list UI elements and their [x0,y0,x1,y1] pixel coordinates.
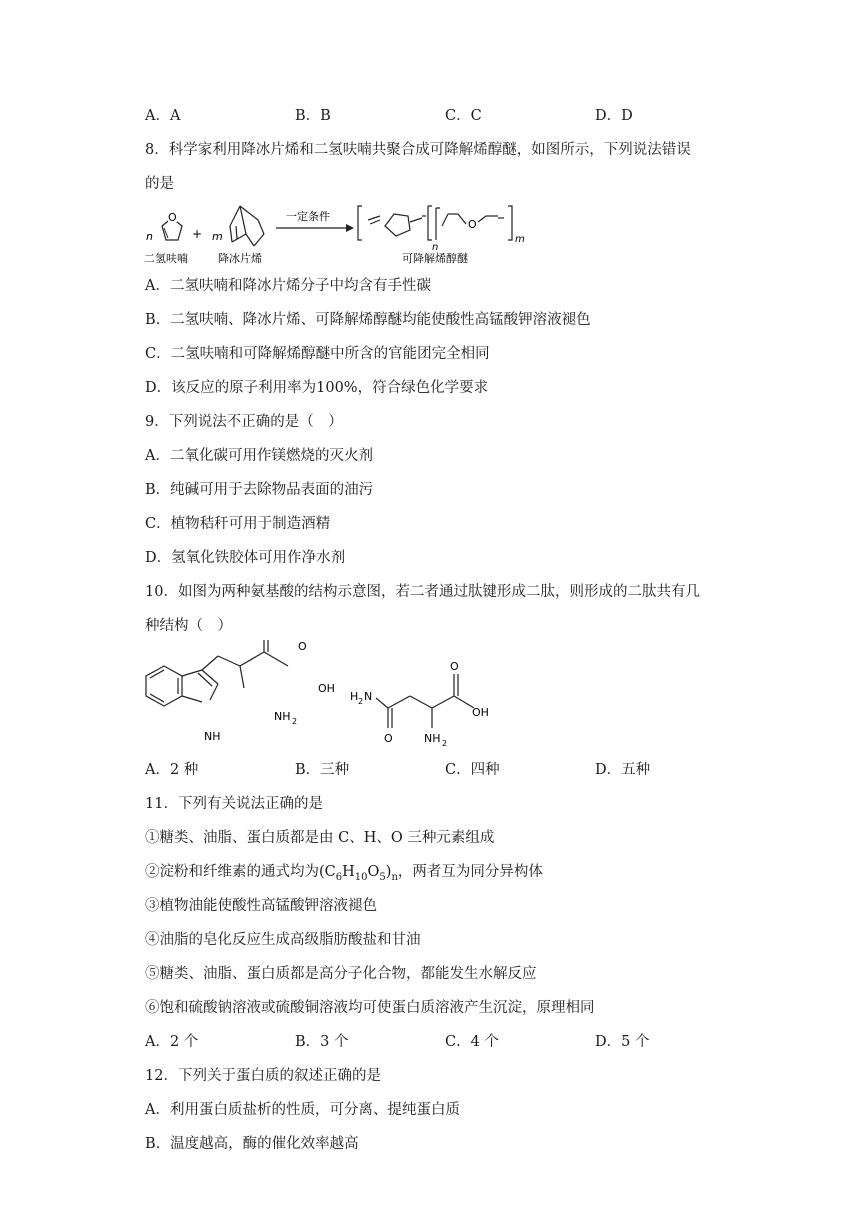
reaction-arrowhead [346,224,354,232]
label-dihydrofuran: 二氢呋喃 [144,252,188,265]
q10-option-a: A．2 种 [145,762,199,778]
q7-option-b: B．B [295,108,331,124]
q11-item-3: ③植物油能使酸性高锰酸钾溶液褪色 [145,898,377,914]
q11-item-2-sub1: 6 [335,871,343,883]
q10-option-c: C．四种 [445,762,500,778]
asn-nh2: NH [424,732,441,745]
q10-option-d: D．五种 [595,762,651,778]
q8-condition: 一定条件 [286,210,330,223]
dihydrofuran-o: O [168,211,177,224]
q11-item-2-h: H [342,864,355,880]
product-structure [358,206,512,240]
q11-item-2-sub3: 5 [379,871,386,883]
label-norbornene: 降冰片烯 [218,252,262,265]
q8-coef-m: m [212,230,223,243]
q11-item-5: ⑤糖类、油脂、蛋白质都是高分子化合物，都能发生水解反应 [145,966,537,982]
trp-o: O [298,640,307,653]
q12-option-b: B．温度越高，酶的催化效率越高 [145,1136,359,1152]
q11-option-c: C．4 个 [445,1034,499,1050]
product-o: O [468,218,477,231]
q11-item-4: ④油脂的皂化反应生成高级脂肪酸盐和甘油 [145,932,421,948]
q11-item-2-post: ，两者互为同分异构体 [397,864,543,880]
q8-stem-line2: 的是 [145,176,174,192]
q9-option-a: A．二氧化碳可用作镁燃烧的灭火剂 [145,448,373,464]
q8-option-c: C．二氢呋喃和可降解烯醇醚中所含的官能团完全相同 [145,346,490,362]
q10-option-b: B．三种 [295,762,350,778]
q11-item-2-sub2: 10 [354,871,368,883]
asn-h2n-n: N [364,690,373,703]
product-sub-m: m [515,234,525,245]
asn-oh: OH [472,706,489,719]
asparagine-structure [376,674,474,728]
q10-stem-line1: 10．如图为两种氨基酸的结构示意图，若二者通过肽键形成二肽，则形成的二肽共有几 [145,584,700,600]
q11-item-2-pre: ②淀粉和纤维素的通式均为(C [145,864,336,880]
q9-option-d: D．氢氧化铁胶体可用作净水剂 [145,550,346,566]
tryptophan-structure [146,640,288,706]
q8-stem-line1: 8．科学家利用降冰片烯和二氢呋喃共聚合成可降解烯醇醚，如图所示，下列说法错误 [145,142,691,158]
q11-item-2-close: ) [385,864,392,880]
q11-option-b: B．3 个 [295,1034,349,1050]
q8-plus: + [192,227,203,241]
norbornene-structure [230,206,264,246]
q11-option-d: D．5 个 [595,1034,650,1050]
q9-stem: 9．下列说法不正确的是（ ） [145,414,343,430]
asn-nh2-sub: 2 [442,739,448,748]
q11-item-1: ①糖类、油脂、蛋白质都是由 C、H、O 三种元素组成 [145,830,495,846]
q11-item-2 [145,862,543,888]
q9-option-c: C．植物秸秆可用于制造酒精 [145,516,331,532]
q8-option-d: D．该反应的原子利用率为100%，符合绿色化学要求 [145,380,489,396]
q11-item-2-o: O [367,864,380,880]
q8-reaction-figure [140,198,540,268]
q11-stem: 11．下列有关说法正确的是 [145,796,323,812]
asn-o-acid: O [450,660,459,673]
q10-amino-acids-figure [140,640,520,750]
q12-option-a: A．利用蛋白质盐析的性质，可分离、提纯蛋白质 [145,1102,460,1118]
q8-option-b: B．二氢呋喃、降冰片烯、可降解烯醇醚均能使酸性高锰酸钾溶液褪色 [145,312,591,328]
trp-nh-ring: NH [204,730,221,743]
q10-stem-line2: 种结构（ ） [145,618,232,634]
q8-coef-n: n [146,230,153,243]
asn-o-amide: O [384,732,393,745]
asn-h2n-h: H [350,690,359,703]
label-product: 可降解烯醇醚 [402,252,468,265]
q11-item-2-sub4: n [391,871,398,883]
q12-stem: 12．下列关于蛋白质的叙述正确的是 [145,1068,381,1084]
q8-option-a: A．二氢呋喃和降冰片烯分子中均含有手性碳 [145,278,431,294]
asn-h2n-sub: 2 [358,697,364,706]
q7-option-c: C．C [445,108,482,124]
q7-option-d: D．D [595,108,633,124]
q9-option-b: B．纯碱可用于去除物品表面的油污 [145,482,374,498]
trp-oh: OH [318,682,335,695]
q7-option-a: A．A [145,108,181,124]
q11-option-a: A．2 个 [145,1034,199,1050]
trp-nh2: NH [274,710,291,723]
trp-nh2-sub: 2 [292,717,298,726]
product-sub-n: n [432,242,439,253]
q11-item-6: ⑥饱和硫酸钠溶液或硫酸铜溶液均可使蛋白质溶液产生沉淀，原理相同 [145,1000,595,1016]
